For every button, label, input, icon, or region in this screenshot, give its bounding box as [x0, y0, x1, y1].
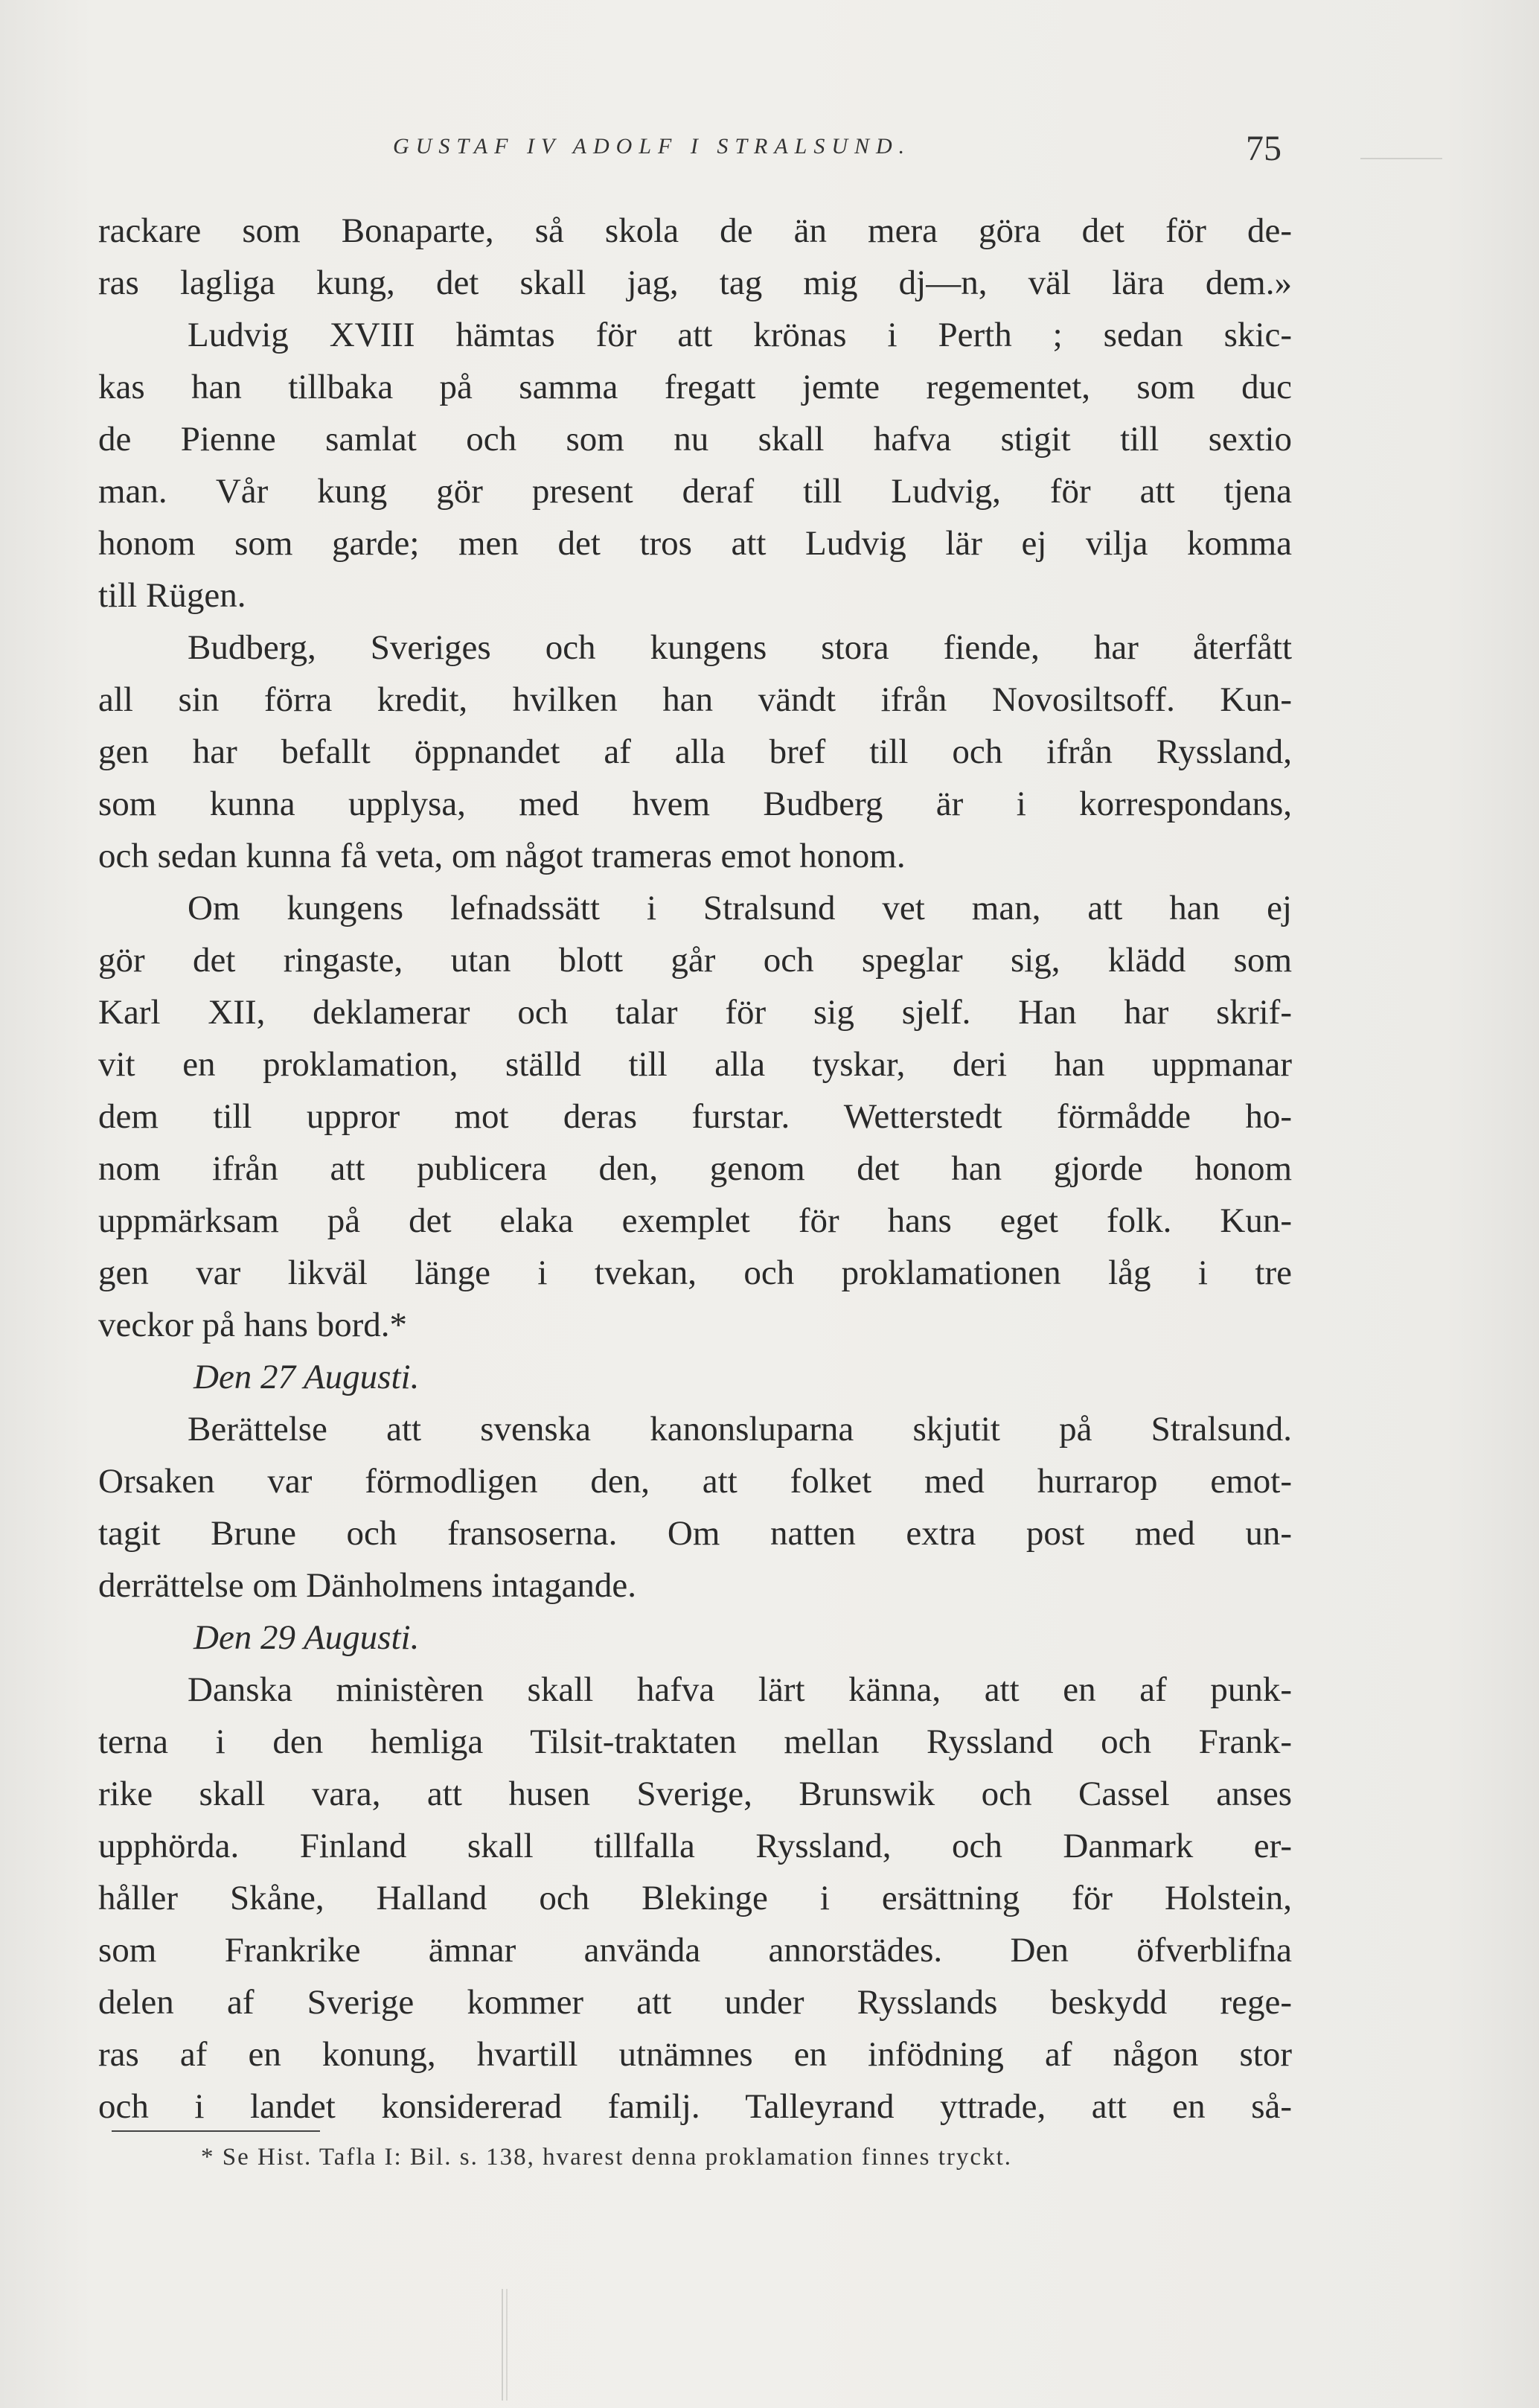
text-line: de Pienne samlat och som nu skall hafva stigit till sextio	[98, 420, 1292, 459]
text-line: tagit Brune och fransoserna. Om natten extra post med un-	[98, 1514, 1292, 1553]
text-line: all sin förra kredit, hvilken han vändt ifrån Novosiltsoff. Kun-	[98, 680, 1292, 719]
text-line: rackare som Bonaparte, så skola de än mera göra det för de-	[98, 211, 1292, 250]
text-line: Danska ministèren skall hafva lärt känna, att en af punk-	[188, 1670, 1292, 1709]
running-title: GUSTAF IV ADOLF I STRALSUND.	[393, 134, 912, 159]
text-line: kas han tillbaka på samma fregatt jemte regementet, som duc	[98, 368, 1292, 406]
text-line: gör det ringaste, utan blott går och speglar sig, klädd som	[98, 941, 1292, 980]
text-line: ras lagliga kung, det skall jag, tag mig dj—n, väl lära dem.»	[98, 264, 1292, 302]
text-line: ras af en konung, hvartill utnämnes en infödning af någon stor	[98, 2035, 1292, 2074]
text-line: Karl XII, deklamerar och talar för sig sjelf. Han har skrif-	[98, 993, 1292, 1032]
page-edge-mark	[502, 2289, 508, 2401]
page-number: 75	[1246, 129, 1282, 168]
body-text	[98, 205, 1292, 2133]
text-line: gen var likväl länge i tvekan, och proklamationen låg i tre	[98, 1253, 1292, 1292]
text-line: delen af Sverige kommer att under Rysslands beskydd rege-	[98, 1983, 1292, 2022]
text-line: dem till uppror mot deras furstar. Wetterstedt förmådde ho-	[98, 1097, 1292, 1136]
text-line: och sedan kunna få veta, om något trameras emot honom.	[98, 837, 906, 875]
text-line: nom ifrån att publicera den, genom det han gjorde honom	[98, 1149, 1292, 1188]
text-line: uppmärksam på det elaka exemplet för hans eget folk. Kun-	[98, 1201, 1292, 1240]
date-heading: Den 29 Augusti.	[193, 1618, 420, 1657]
date-heading: Den 27 Augusti.	[193, 1358, 420, 1396]
text-line: Budberg, Sveriges och kungens stora fiende, har återfått	[188, 628, 1292, 667]
text-line: upphörda. Finland skall tillfalla Ryssland, och Danmark er-	[98, 1827, 1292, 1865]
text-line: man. Vår kung gör present deraf till Ludvig, för att tjena	[98, 472, 1292, 511]
text-line: honom som garde; men det tros att Ludvig lär ej vilja komma	[98, 524, 1292, 563]
text-line: gen har befallt öppnandet af alla bref till och ifrån Ryssland,	[98, 732, 1292, 771]
text-line: håller Skåne, Halland och Blekinge i ersättning för Holstein,	[98, 1879, 1292, 1917]
header-rule	[1360, 158, 1442, 159]
footnote-rule	[112, 2130, 320, 2132]
text-line: vit en proklamation, ställd till alla tyskar, deri han uppmanar	[98, 1045, 1292, 1084]
text-line: Orsaken var förmodligen den, att folket med hurrarop emot-	[98, 1462, 1292, 1501]
text-line: Berättelse att svenska kanonsluparna skjutit på Stralsund.	[188, 1410, 1292, 1449]
text-line: och i landet konsidererad familj. Talleyrand yttrade, att en så-	[98, 2087, 1292, 2126]
text-line: som Frankrike ämnar använda annorstädes. Den öfverblifna	[98, 1931, 1292, 1970]
text-line: som kunna upplysa, med hvem Budberg är i korrespondans,	[98, 785, 1292, 823]
text-line: Om kungens lefnadssätt i Stralsund vet man, att han ej	[188, 889, 1292, 927]
footnote: * Se Hist. Tafla I: Bil. s. 138, hvarest denna proklamation finnes tryckt.	[201, 2144, 1012, 2171]
text-line: Ludvig XVIII hämtas för att krönas i Perth ; sedan skic-	[188, 316, 1292, 354]
text-line: derrättelse om Dänholmens intagande.	[98, 1566, 637, 1605]
text-line: veckor på hans bord.*	[98, 1306, 408, 1344]
text-line: rike skall vara, att husen Sverige, Brunswik och Cassel anses	[98, 1775, 1292, 1813]
page-header	[393, 129, 1286, 179]
text-line: till Rügen.	[98, 576, 246, 615]
text-line: terna i den hemliga Tilsit-traktaten mellan Ryssland och Frank-	[98, 1722, 1292, 1761]
